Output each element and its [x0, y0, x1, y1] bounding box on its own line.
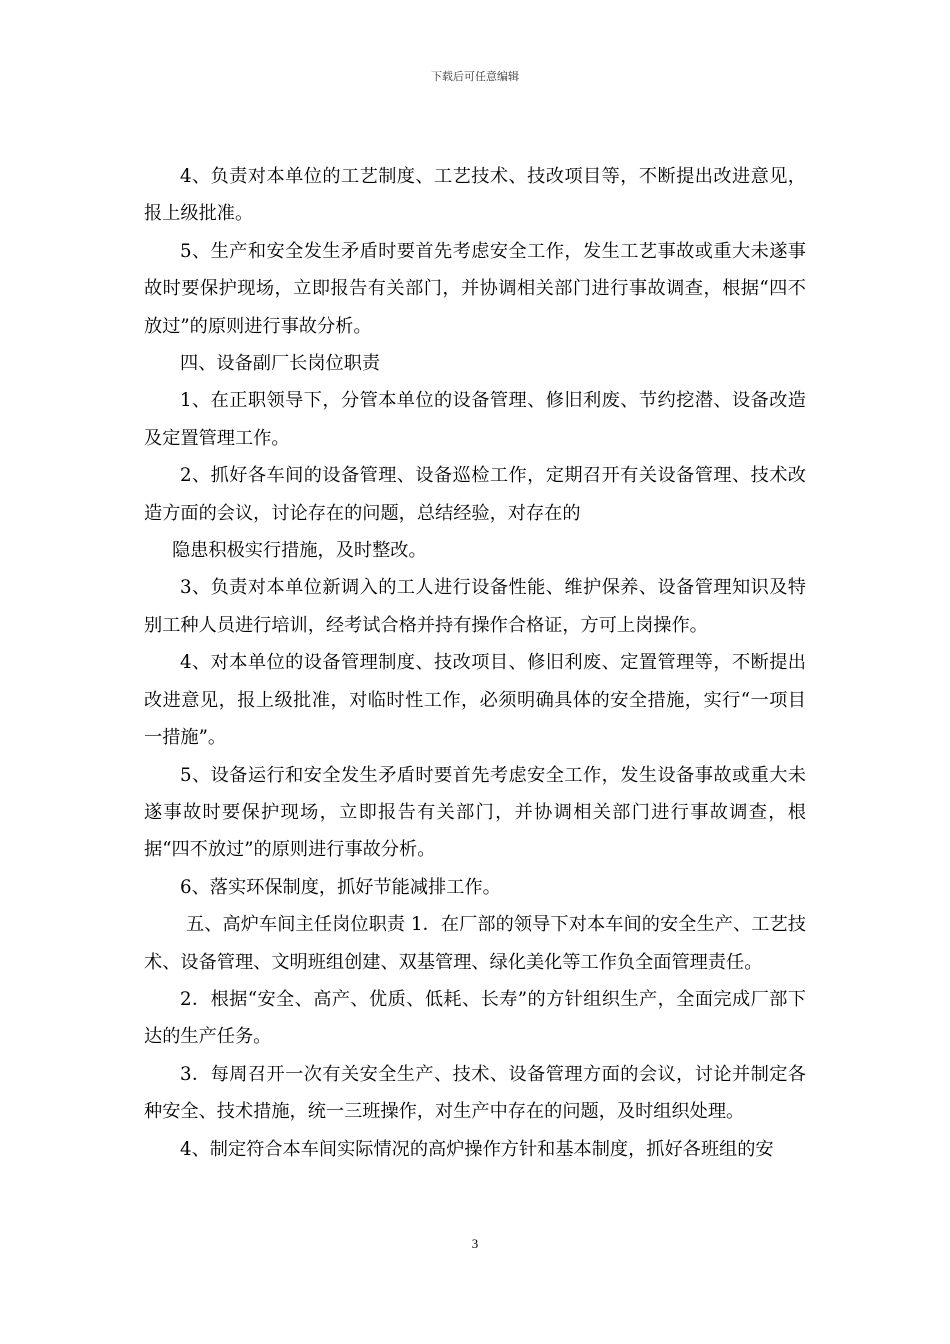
paragraph-7: 4、对本单位的设备管理制度、技改项目、修旧利废、定置管理等，不断提出改进意见，报上级批准，对临时性工作，必须明确具体的安全措施，实行“一项目一措施”。: [144, 652, 806, 749]
page-number: 3: [471, 1236, 479, 1251]
paragraph-5: 隐患积极实行措施，及时整改。: [172, 540, 427, 562]
paragraph-11: 3．每周召开一次有关安全生产、技术、设备管理方面的会议，讨论并制定各种安全、技术措施，统一三班操作，对生产中存在的问题，及时组织处理。: [144, 1063, 806, 1123]
paragraph-8: 5、设备运行和安全发生矛盾时要首先考虑安全工作，发生设备事故或重大未遂事故时要保护现场，立即报告有关部门，并协调相关部门进行事故调查，根据“四不放过”的原则进行事故分析。: [144, 764, 806, 861]
paragraph-6: 3、负责对本单位新调入的工人进行设备性能、维护保养、设备管理知识及特别工种人员进行培训，经考试合格并持有操作合格证，方可上岗操作。: [144, 577, 806, 636]
paragraph-10: 2．根据“安全、高产、优质、低耗、长寿”的方针组织生产，全面完成厂部下达的生产任务。: [144, 988, 806, 1048]
paragraph-4: 2、抓好各车间的设备管理、设备巡检工作，定期召开有关设备管理、技术改造方面的会议，讨论存在的问题，总结经验，对存在的: [144, 465, 806, 524]
paragraph-1: 4、负责对本单位的工艺制度、工艺技术、技改项目等，不断提出改进意见，报上级批准。: [144, 166, 806, 225]
paragraph-9: 6、落实环保制度，抓好节能减排工作。: [180, 876, 501, 898]
page-header: 下载后可任意编辑: [431, 70, 519, 83]
section-heading-4: 四、设备副厂长岗位职责: [180, 353, 381, 375]
paragraph-3: 1、在正职领导下，分管本单位的设备管理、修旧利废、节约挖潜、设备改造及定置管理工作。: [144, 390, 806, 449]
paragraph-2: 5、生产和安全发生矛盾时要首先考虑安全工作，发生工艺事故或重大未遂事故时要保护现场，立即报告有关部门，并协调相关部门进行事故调查，根据“四不放过”的原则进行事故分析。: [144, 240, 806, 337]
paragraph-12: 4、制定符合本车间实际情况的高炉操作方针和基本制度，抓好各班组的安: [180, 1138, 774, 1160]
document-body: [144, 158, 806, 1168]
section-heading-5: 五、高炉车间主任岗位职责 1．在厂部的领导下对本车间的安全生产、工艺技术、设备管理、文明班组创建、双基管理、绿化美化等工作负全面管理责任。: [144, 914, 806, 973]
